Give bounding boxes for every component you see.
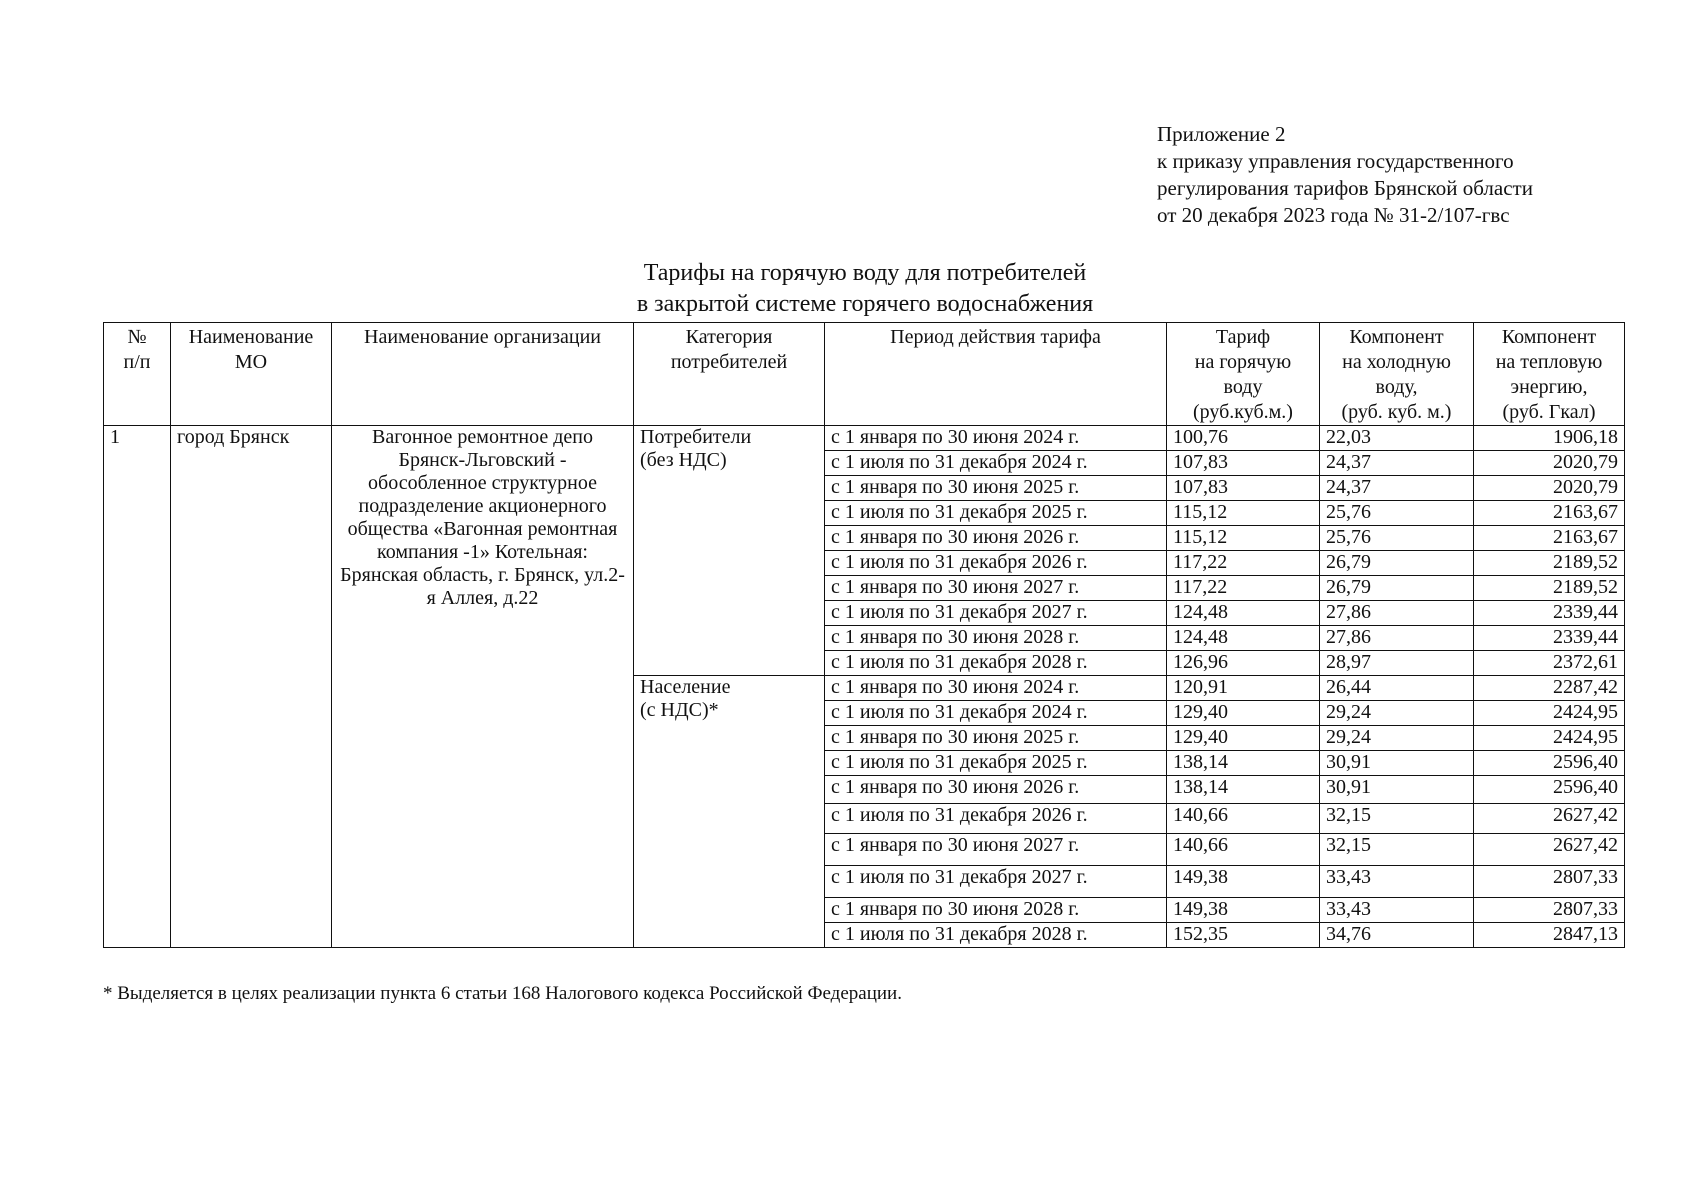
cold-water-cell: 30,91: [1320, 751, 1474, 776]
cold-water-cell: 25,76: [1320, 501, 1474, 526]
header-row: [104, 323, 1625, 426]
cold-water-cell: 28,97: [1320, 651, 1474, 676]
heat-energy-cell: 2424,95: [1474, 726, 1625, 751]
heat-energy-cell: 2627,42: [1474, 804, 1625, 834]
category-cell: Население (с НДС)*: [634, 676, 825, 948]
document-title: [0, 258, 1683, 320]
mo-cell: город Брянск: [171, 426, 332, 948]
tariff-cell: 140,66: [1167, 804, 1320, 834]
cold-water-cell: 30,91: [1320, 776, 1474, 804]
period-cell: с 1 января по 30 июня 2028 г.: [825, 898, 1167, 923]
tariff-cell: 115,12: [1167, 501, 1320, 526]
tariff-cell: 117,22: [1167, 551, 1320, 576]
period-cell: с 1 июля по 31 декабря 2026 г.: [825, 804, 1167, 834]
title-line: в закрытой системе горячего водоснабжения: [636, 291, 1094, 317]
period-cell: с 1 января по 30 июня 2025 г.: [825, 726, 1167, 751]
tariff-cell: 124,48: [1167, 626, 1320, 651]
cold-water-cell: 25,76: [1320, 526, 1474, 551]
cold-water-cell: 33,43: [1320, 866, 1474, 898]
tariff-cell: 138,14: [1167, 751, 1320, 776]
tariff-cell: 126,96: [1167, 651, 1320, 676]
heat-energy-cell: 2627,42: [1474, 834, 1625, 866]
period-cell: с 1 января по 30 июня 2026 г.: [825, 776, 1167, 804]
period-cell: с 1 июля по 31 декабря 2024 г.: [825, 701, 1167, 726]
tariff-table: [103, 322, 1625, 948]
period-cell: с 1 июля по 31 декабря 2025 г.: [825, 501, 1167, 526]
tariff-cell: 100,76: [1167, 426, 1320, 451]
heat-energy-cell: 2189,52: [1474, 551, 1625, 576]
heat-energy-cell: 2287,42: [1474, 676, 1625, 701]
period-cell: с 1 июля по 31 декабря 2025 г.: [825, 751, 1167, 776]
heat-energy-cell: 2424,95: [1474, 701, 1625, 726]
heat-energy-cell: 2339,44: [1474, 626, 1625, 651]
header-mo: Наименование МО: [171, 323, 332, 426]
cold-water-cell: 27,86: [1320, 601, 1474, 626]
tariff-cell: 107,83: [1167, 476, 1320, 501]
period-cell: с 1 июля по 31 декабря 2028 г.: [825, 923, 1167, 948]
header-heat-energy: Компонент на тепловую энергию, (руб. Гкал): [1474, 323, 1625, 426]
tariff-cell: 117,22: [1167, 576, 1320, 601]
header-period: Период действия тарифа: [825, 323, 1167, 426]
appendix-line: к приказу управления государственного: [1157, 149, 1514, 173]
heat-energy-cell: 1906,18: [1474, 426, 1625, 451]
period-cell: с 1 января по 30 июня 2027 г.: [825, 576, 1167, 601]
tariff-cell: 115,12: [1167, 526, 1320, 551]
cold-water-cell: 29,24: [1320, 701, 1474, 726]
tariff-cell: 129,40: [1167, 701, 1320, 726]
header-tariff: Тариф на горячую воду (руб.куб.м.): [1167, 323, 1320, 426]
appendix-line: Приложение 2: [1157, 122, 1286, 146]
tariff-cell: 107,83: [1167, 451, 1320, 476]
period-cell: с 1 января по 30 июня 2026 г.: [825, 526, 1167, 551]
period-cell: с 1 июля по 31 декабря 2027 г.: [825, 601, 1167, 626]
heat-energy-cell: 2020,79: [1474, 476, 1625, 501]
heat-energy-cell: 2372,61: [1474, 651, 1625, 676]
heat-energy-cell: 2020,79: [1474, 451, 1625, 476]
appendix-line: от 20 декабря 2023 года № 31-2/107-гвс: [1157, 203, 1510, 227]
cold-water-cell: 26,44: [1320, 676, 1474, 701]
heat-energy-cell: 2163,67: [1474, 501, 1625, 526]
cold-water-cell: 32,15: [1320, 834, 1474, 866]
row-number-cell: 1: [104, 426, 171, 948]
period-cell: с 1 июля по 31 декабря 2026 г.: [825, 551, 1167, 576]
heat-energy-cell: 2339,44: [1474, 601, 1625, 626]
header-num: № п/п: [104, 323, 171, 426]
header-category: Категория потребителей: [634, 323, 825, 426]
tariff-cell: 149,38: [1167, 866, 1320, 898]
tariff-cell: 124,48: [1167, 601, 1320, 626]
footnote: * Выделяется в целях реализации пункта 6 статьи 168 Налогового кодекса Российской Федерации.: [103, 983, 902, 1004]
cold-water-cell: 33,43: [1320, 898, 1474, 923]
heat-energy-cell: 2596,40: [1474, 776, 1625, 804]
cold-water-cell: 24,37: [1320, 476, 1474, 501]
appendix-block: [1157, 121, 1533, 229]
appendix-line: регулирования тарифов Брянской области: [1157, 176, 1533, 200]
tariff-cell: 140,66: [1167, 834, 1320, 866]
period-cell: с 1 января по 30 июня 2025 г.: [825, 476, 1167, 501]
category-cell: Потребители (без НДС): [634, 426, 825, 676]
period-cell: с 1 января по 30 июня 2024 г.: [825, 426, 1167, 451]
period-cell: с 1 января по 30 июня 2028 г.: [825, 626, 1167, 651]
heat-energy-cell: 2847,13: [1474, 923, 1625, 948]
cold-water-cell: 34,76: [1320, 923, 1474, 948]
cold-water-cell: 29,24: [1320, 726, 1474, 751]
period-cell: с 1 января по 30 июня 2027 г.: [825, 834, 1167, 866]
period-cell: с 1 июля по 31 декабря 2027 г.: [825, 866, 1167, 898]
title-line: Тарифы на горячую воду для потребителей: [643, 260, 1087, 286]
tariff-cell: 149,38: [1167, 898, 1320, 923]
cold-water-cell: 24,37: [1320, 451, 1474, 476]
heat-energy-cell: 2807,33: [1474, 866, 1625, 898]
cold-water-cell: 26,79: [1320, 551, 1474, 576]
heat-energy-cell: 2596,40: [1474, 751, 1625, 776]
heat-energy-cell: 2163,67: [1474, 526, 1625, 551]
period-cell: с 1 января по 30 июня 2024 г.: [825, 676, 1167, 701]
tariff-cell: 138,14: [1167, 776, 1320, 804]
heat-energy-cell: 2189,52: [1474, 576, 1625, 601]
cold-water-cell: 26,79: [1320, 576, 1474, 601]
period-cell: с 1 июля по 31 декабря 2028 г.: [825, 651, 1167, 676]
heat-energy-cell: 2807,33: [1474, 898, 1625, 923]
tariff-cell: 129,40: [1167, 726, 1320, 751]
cold-water-cell: 32,15: [1320, 804, 1474, 834]
period-cell: с 1 июля по 31 декабря 2024 г.: [825, 451, 1167, 476]
header-org: Наименование организации: [332, 323, 634, 426]
header-cold-water: Компонент на холодную воду, (руб. куб. м.): [1320, 323, 1474, 426]
cold-water-cell: 22,03: [1320, 426, 1474, 451]
organization-cell: Вагонное ремонтное депо Брянск-Льговский - обособленное структурное подразделение акционерного общества «Вагонная ремонтная компания -1» Котельная: Брянская область, г. Брянск, ул.2-я Аллея, д.22: [332, 426, 634, 948]
tariff-cell: 120,91: [1167, 676, 1320, 701]
tariff-cell: 152,35: [1167, 923, 1320, 948]
table-row: [104, 426, 1625, 451]
cold-water-cell: 27,86: [1320, 626, 1474, 651]
